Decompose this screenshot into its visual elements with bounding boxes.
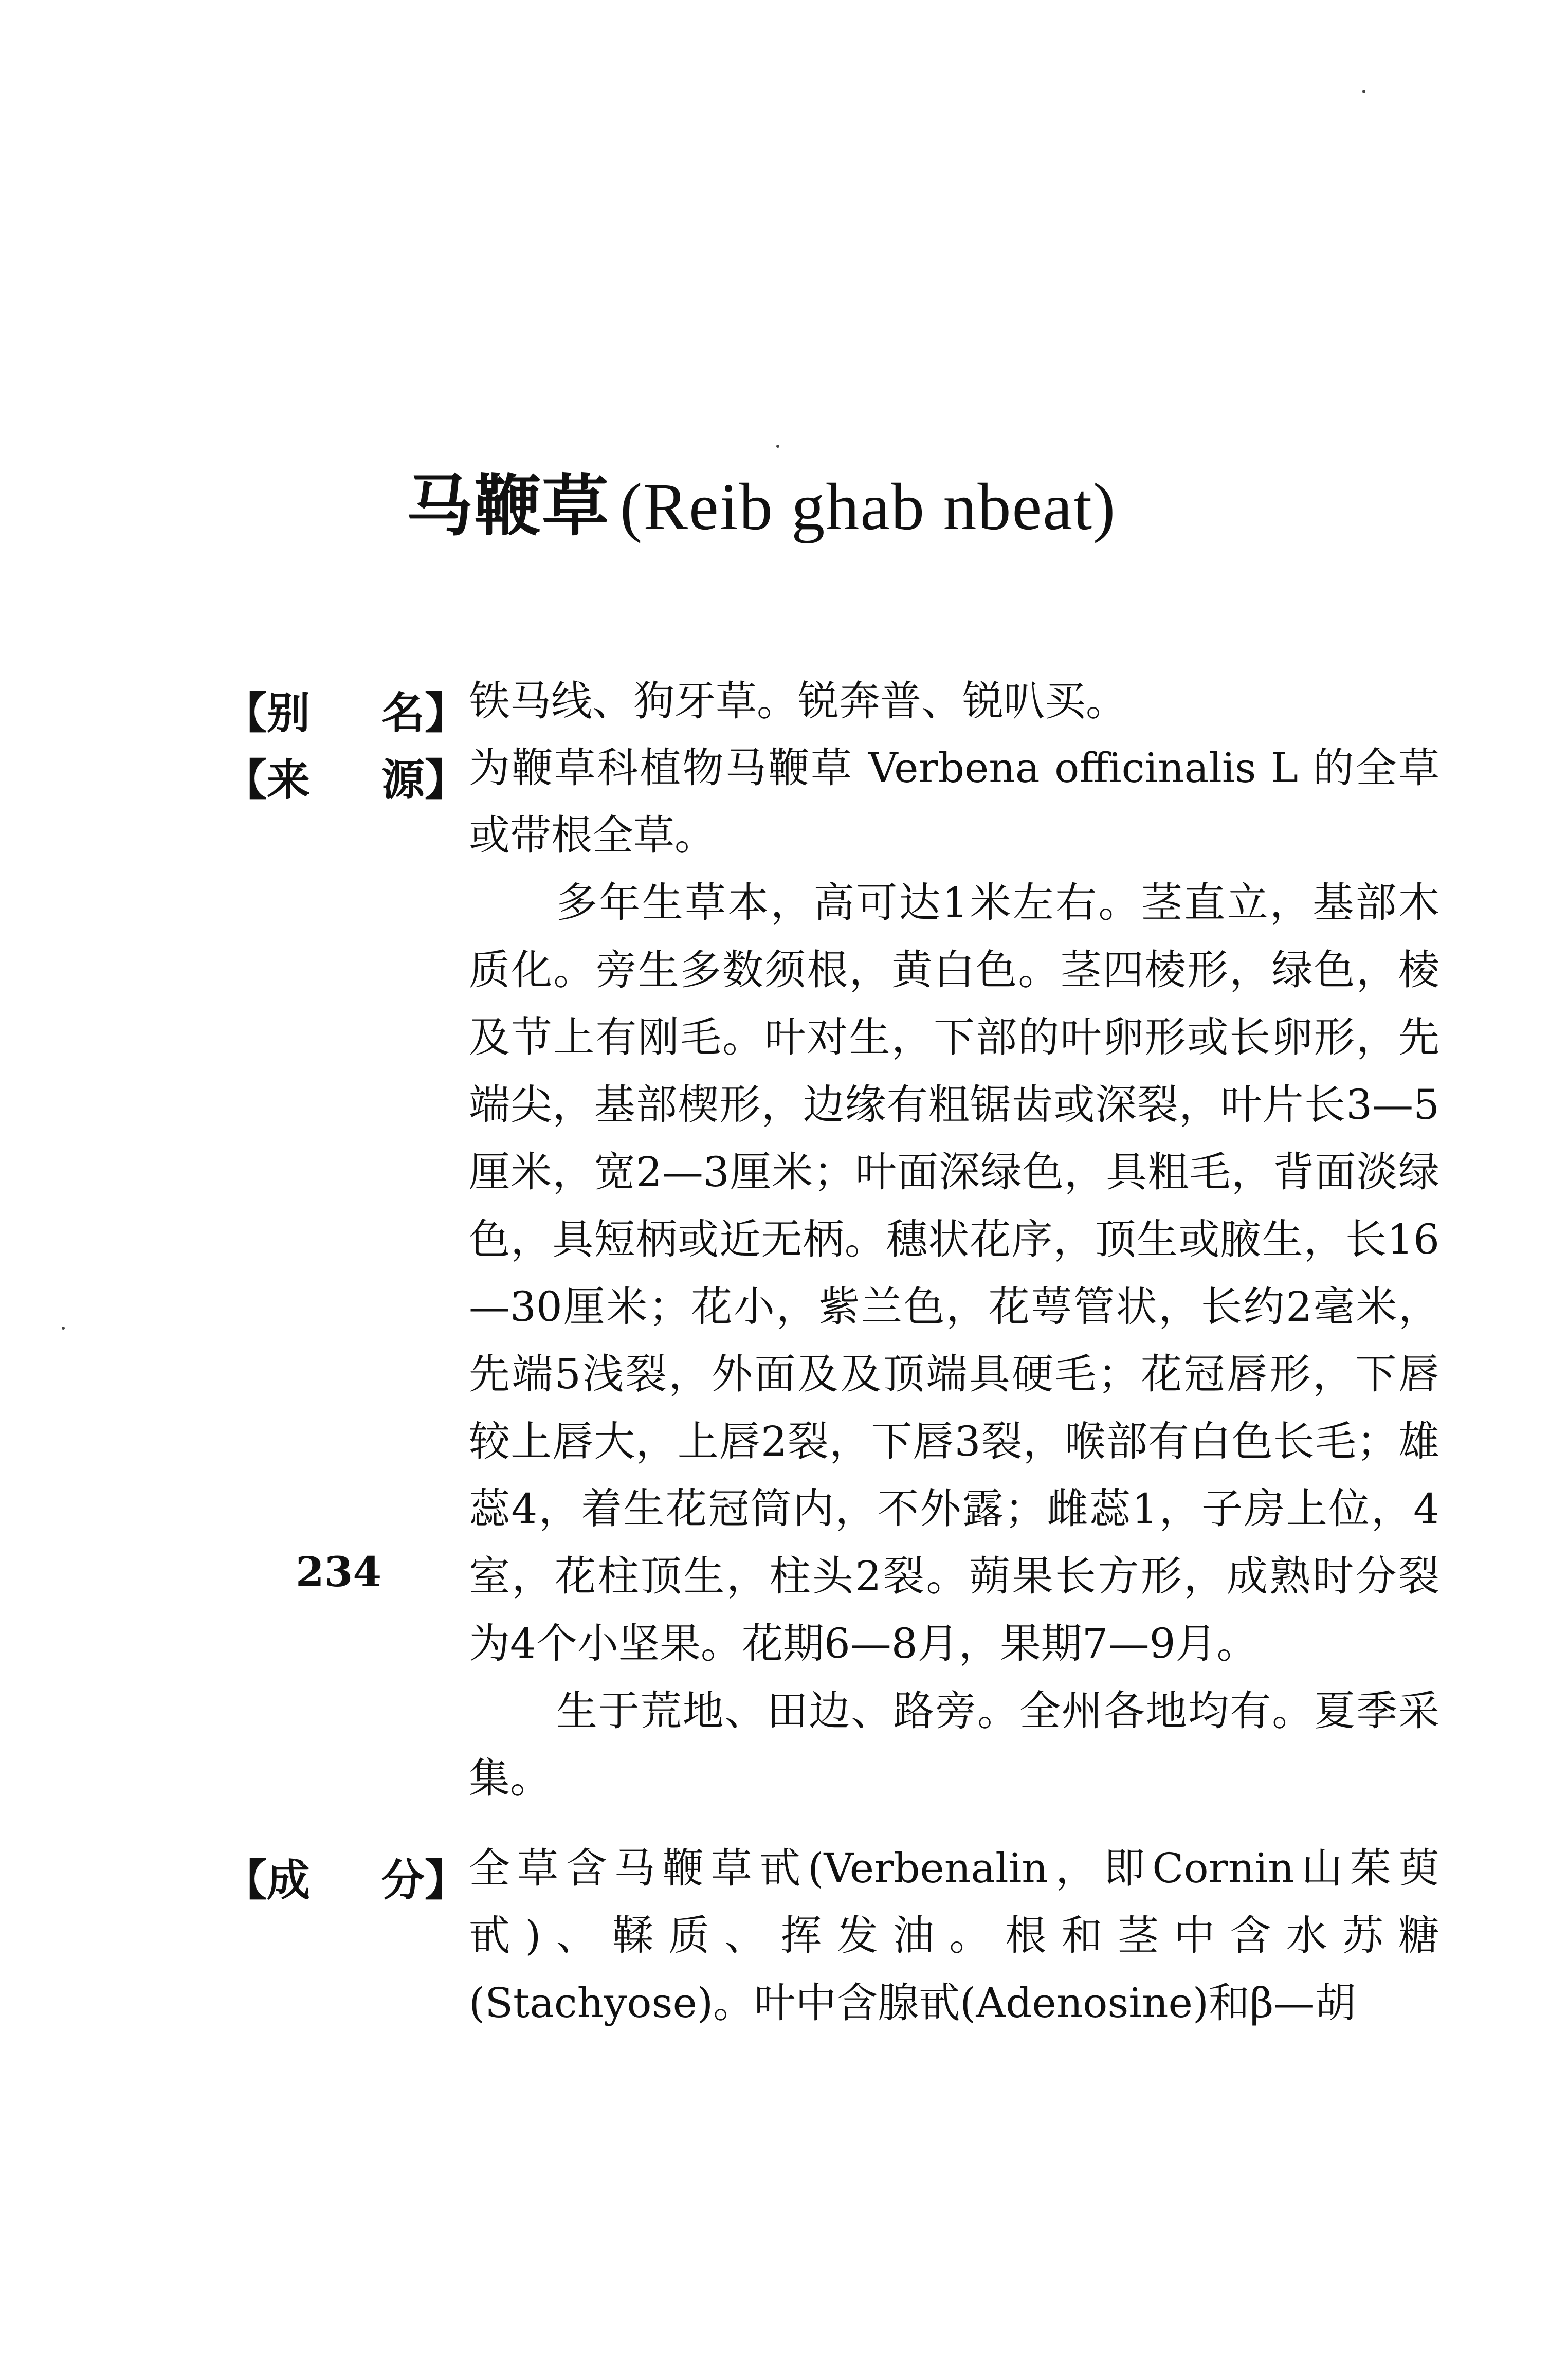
- entry-title: [406, 452, 1116, 549]
- section-label-left: 【来: [224, 755, 311, 805]
- page-number: 234: [296, 1548, 381, 1596]
- section-content: [469, 734, 1439, 1812]
- title-chinese: 马鞭草: [406, 467, 610, 545]
- section-label: [224, 746, 468, 808]
- section-label: [224, 1846, 468, 1908]
- scan-speck: [776, 445, 779, 448]
- paragraph: 为鞭草科植物马鞭草 Verbena officinalis L 的全草或带根全草。: [469, 744, 1439, 859]
- paragraph: 多年生草本，高可达1米左右。茎直立，基部木质化。旁生多数须根，黄白色。茎四棱形，绿色，棱及节上有刚毛。叶对生，下部的叶卵形或长卵形，先端尖，基部楔形，边缘有粗锯齿或深裂，叶片长3—5厘米，宽2—3厘米；叶面深绿色，具粗毛，背面淡绿色，具短柄或近无柄。穗状花序，顶生或腋生，长16—30厘米；花小，紫兰色，花萼管状，长约2毫米，先端5浅裂，外面及及顶端具硬毛；花冠唇形，下唇较上唇大，上唇2裂，下唇3裂，喉部有白色长毛；雄蕊4，着生花冠筒内，不外露；雌蕊1，子房上位，4室，花柱顶生，柱头2裂。蒴果长方形，成熟时分裂为4个小坚果。花期6—8月，果期7—9月。: [469, 879, 1439, 1667]
- paragraph: 全草含马鞭草甙(Verbenalin，即Cornin山茱萸甙)、鞣质、挥发油。根和茎中含水苏糖(Stachyose)。叶中含腺甙(Adenosine)和β—胡: [469, 1844, 1439, 2027]
- title-latin: (Reib ghab nbeat): [620, 470, 1117, 544]
- paragraph: 铁马线、狗牙草。锐奔普、锐叭买。: [469, 677, 1127, 725]
- section-label: [224, 679, 468, 741]
- section-label-left: 【成: [224, 1855, 311, 1905]
- section-label-right: 分】: [381, 1855, 468, 1905]
- scan-speck: [62, 1327, 65, 1330]
- section-content: [469, 1835, 1439, 2037]
- section-label-left: 【别: [224, 688, 311, 738]
- section-content: [469, 667, 1439, 735]
- scan-speck: [1362, 90, 1365, 93]
- section-label-right: 源】: [381, 755, 468, 805]
- paragraph: 生于荒地、田边、路旁。全州各地均有。夏季采集。: [469, 1687, 1439, 1802]
- section-label-right: 名】: [381, 688, 468, 738]
